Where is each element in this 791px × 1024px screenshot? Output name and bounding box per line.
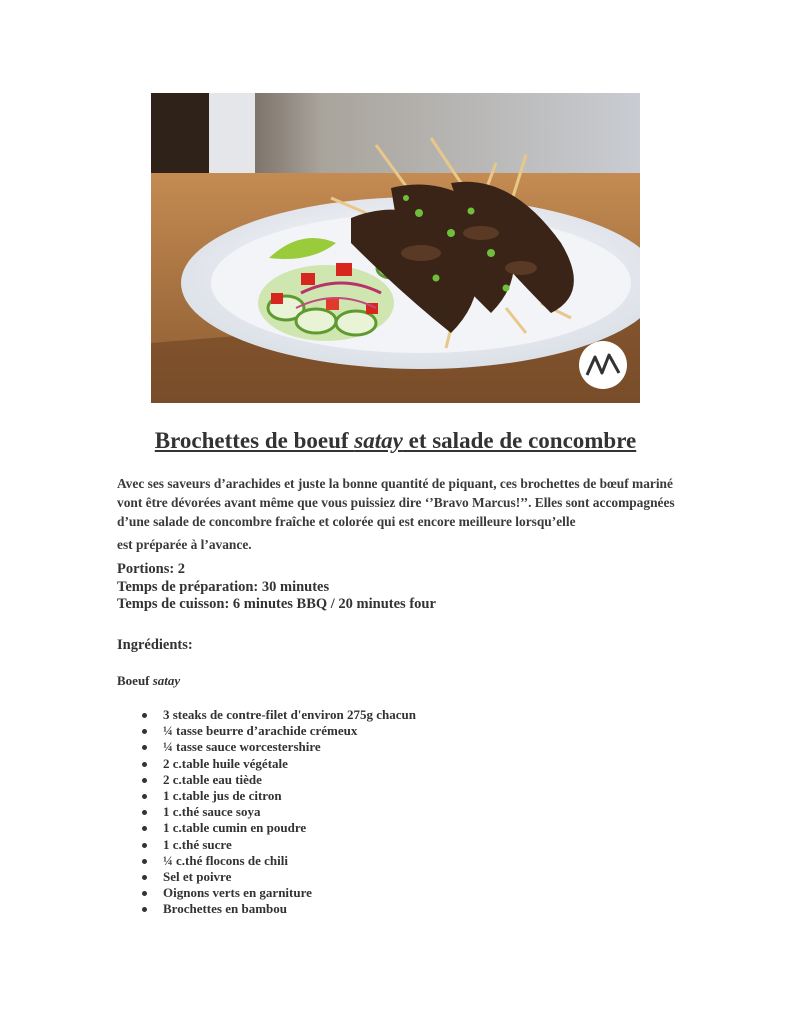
list-item: 2 c.table huile végétale bbox=[140, 756, 416, 772]
portions: Portions: 2 bbox=[117, 561, 186, 577]
list-item: ¼ c.thé flocons de chili bbox=[140, 853, 416, 869]
ingredients-heading: Ingrédients: bbox=[117, 637, 193, 653]
list-item: 1 c.table cumin en poudre bbox=[140, 820, 416, 836]
ingredient-list bbox=[140, 707, 416, 918]
recipe-meta bbox=[117, 561, 436, 614]
beef-satay-subheading: Boeuf satay bbox=[117, 673, 181, 688]
intro-text: Avec ses saveurs d’arachides et juste la bonne quantité de piquant, ces brochettes de bœuf mariné vont être dévorées avant même que vous puissiez dire ‘’Bravo Marcus!’’. Elles sont accompagnées d’une salade de concombre fraîche et colorée qui est encore meilleure lorsqu’elle bbox=[117, 476, 675, 529]
recipe-photo bbox=[151, 93, 640, 403]
intro-last-line: est préparée à l’avance. bbox=[117, 537, 252, 552]
list-item: 3 steaks de contre-filet d'environ 275g chacun bbox=[140, 707, 416, 723]
recipe-title: Brochettes de boeuf satay et salade de concombre bbox=[154, 428, 637, 453]
list-item: Sel et poivre bbox=[140, 869, 416, 885]
list-item: 2 c.table eau tiède bbox=[140, 772, 416, 788]
list-item: 1 c.thé sucre bbox=[140, 837, 416, 853]
list-item: Brochettes en bambou bbox=[140, 901, 416, 917]
recipe-intro bbox=[117, 474, 677, 554]
prep-time: Temps de préparation: 30 minutes bbox=[117, 578, 330, 595]
list-item: ¼ tasse sauce worcestershire bbox=[140, 739, 416, 755]
list-item: Oignons verts en garniture bbox=[140, 885, 416, 901]
list-item: ¼ tasse beurre d’arachide crémeux bbox=[140, 723, 416, 739]
cook-time: Temps de cuisson: 6 minutes BBQ / 20 minutes four bbox=[117, 596, 436, 612]
mk-logo-icon bbox=[579, 341, 627, 389]
list-item: 1 c.thé sauce soya bbox=[140, 804, 416, 820]
list-item: 1 c.table jus de citron bbox=[140, 788, 416, 804]
